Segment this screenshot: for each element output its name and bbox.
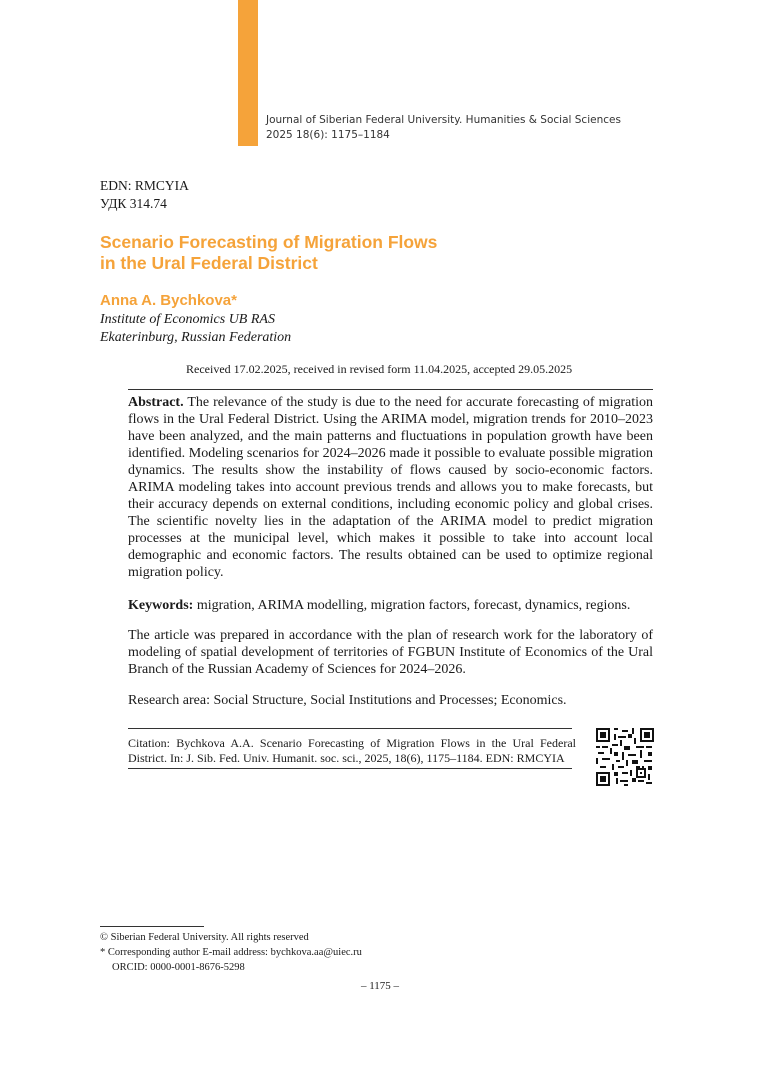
location: Ekaterinburg, Russian Federation [100, 330, 292, 345]
header-accent-bar [238, 0, 258, 146]
journal-issue: 2025 18(6): 1175–1184 [266, 129, 390, 141]
orcid-note: ORCID: 0000-0001-8676-5298 [112, 962, 245, 973]
abstract-top-rule [128, 389, 653, 390]
journal-name: Journal of Siberian Federal University. Humanities & Social Sciences [266, 114, 621, 126]
article-title [100, 232, 620, 274]
affiliation [100, 311, 291, 347]
qr-code-icon [596, 728, 654, 786]
abstract-label: Abstract. [128, 395, 184, 410]
title-line-2: in the Ural Federal District [100, 253, 318, 273]
journal-header [266, 113, 621, 143]
udk-code: УДК 314.74 [100, 196, 167, 211]
acknowledgement: The article was prepared in accordance with the plan of research work for the laboratory of modeling of spatial development of territories of FGBUN Institute of Economics of the Ural Branch of the Russian Academy of Sciences for 2024–2026. [128, 628, 653, 677]
institution: Institute of Economics UB RAS [100, 312, 275, 327]
citation: Citation: Bychkova A.A. Scenario Forecasting of Migration Flows in the Ural Federal District. In: J. Sib. Fed. Univ. Humanit. soc. sci., 2025, 18(6), 1175–1184. EDN: RMCYIA [128, 736, 576, 765]
citation-top-rule [128, 728, 572, 729]
footnote-rule [100, 926, 204, 927]
identifiers [100, 177, 189, 213]
keywords-text: migration, ARIMA modelling, migration factors, forecast, dynamics, regions. [196, 598, 631, 613]
title-line-1: Scenario Forecasting of Migration Flows [100, 232, 438, 252]
received-dates: Received 17.02.2025, received in revised form 11.04.2025, accepted 29.05.2025 [186, 362, 573, 376]
abstract-text: The relevance of the study is due to the need for accurate forecasting of migration flows in the Ural Federal District. Using the ARIMA model, migration trends for 2010–2023 have been analyzed, and the main patterns and fluctuations in population growth have been identified. Modeling scenarios for 2024–2026 made it possible to evaluate possible migration dynamics. The results show the instability of flows caused by socio-economic factors. ARIMA modeling takes into account previous trends and allows you to make forecasts, but their accuracy depends on external conditions, including economic policy and global crises. The scientific novelty lies in the adaptation of the ARIMA model to predict migration processes at the municipal level, which makes it possible to take into account local demographic and economic factors. The results obtained can be used to optimize regional migration policy. [128, 395, 653, 580]
corresponding-author-note: * Corresponding author E-mail address: bychkova.aa@uiec.ru [100, 947, 362, 958]
citation-bottom-rule [128, 768, 572, 769]
author-name: Anna A. Bychkova* [100, 292, 237, 309]
copyright-note: © Siberian Federal University. All rights reserved [100, 932, 309, 943]
research-area: Research area: Social Structure, Social Institutions and Processes; Economics. [128, 693, 567, 708]
keywords [128, 597, 653, 614]
keywords-label: Keywords: [128, 598, 194, 613]
page-number: – 1175 – [360, 980, 400, 992]
footnotes [100, 930, 362, 975]
edn-code: EDN: RMCYIA [100, 178, 189, 193]
abstract [128, 394, 653, 581]
